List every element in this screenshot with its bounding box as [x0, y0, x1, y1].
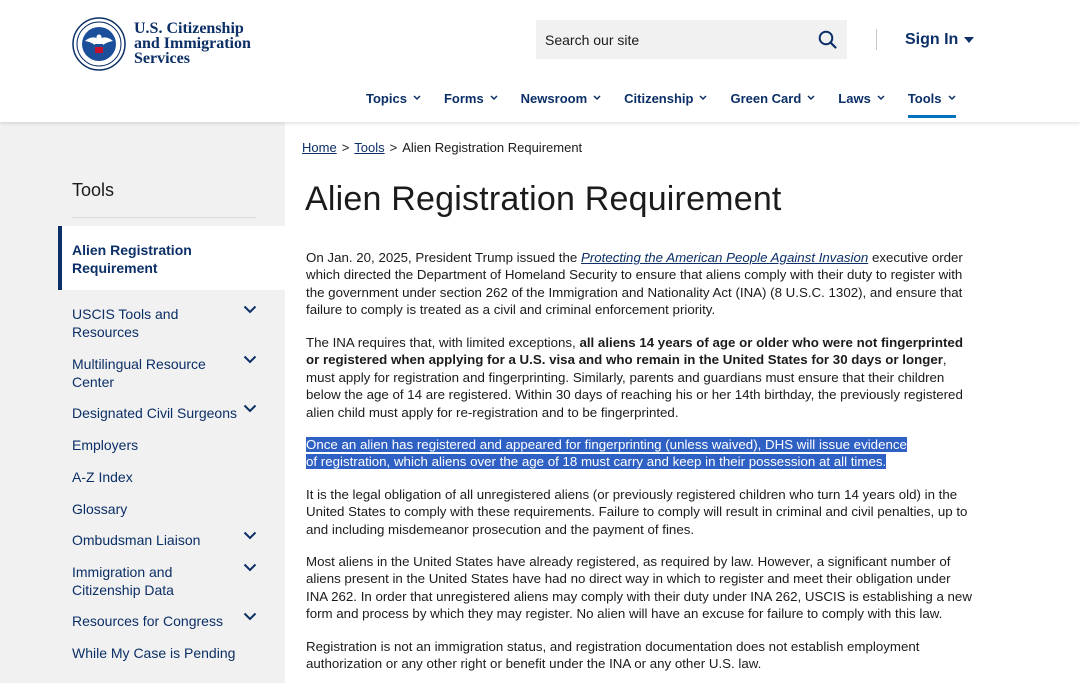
p2-text-before: The INA requires that, with limited exceptions,	[306, 335, 580, 350]
p1-text-before: On Jan. 20, 2025, President Trump issued the	[306, 250, 581, 265]
chevron-down-icon[interactable]	[243, 612, 257, 621]
search-button[interactable]	[807, 20, 847, 59]
paragraph-3	[306, 436, 918, 471]
page-title: Alien Registration Requirement	[305, 180, 782, 218]
main-nav	[366, 90, 956, 118]
chevron-down-icon[interactable]	[243, 563, 257, 572]
paragraph-5: Most aliens in the United States have already registered, as required by law. However, a significant number of aliens present in the United States have had no direct way in which to register and meet their obligation under INA 262. In order that unregistered aliens may comply with their duty under INA 262, USCIS is establishing a new form and process by which they may register. No alien will have an excuse for failure to comply with this law.	[306, 554, 972, 622]
sidebar-item-glossary[interactable]	[72, 500, 272, 518]
highlighted-text: Once an alien has registered and appeared for fingerprinting (unless waived), DHS will issue evidence of registration, which aliens over the age of 18 must carry and keep in their possession at all times.	[306, 437, 907, 470]
search-bar	[536, 20, 847, 59]
sidebar-item-label: Immigration and Citizenship Data	[72, 564, 174, 598]
dhs-seal-icon	[72, 17, 126, 71]
sidebar-item-congress[interactable]	[72, 612, 272, 630]
sidebar-item-label: While My Case is Pending	[72, 645, 236, 661]
nav-newsroom[interactable]	[521, 90, 601, 118]
breadcrumb-separator: >	[341, 140, 350, 155]
breadcrumb-home-link[interactable]: Home	[302, 140, 337, 155]
p2-text-after: , must apply for registration and fingerprinting. Similarly, parents and guardians must ensure that their children below the age of 14 are registered. Within 30 days of reaching his or her 14th birthday, the previously registered alien child must apply for re-registration and to be fingerprinted.	[306, 352, 963, 420]
sidebar-item-label: Employers	[72, 437, 139, 453]
uscis-logo[interactable]	[72, 17, 251, 71]
chevron-down-icon	[593, 95, 601, 101]
nav-green-card[interactable]	[730, 90, 815, 118]
nav-topics-label: Topics	[366, 91, 407, 106]
sign-in-label: Sign In	[905, 31, 959, 48]
sidebar-item-civil-surgeons[interactable]	[72, 404, 272, 422]
breadcrumb-separator: >	[389, 140, 398, 155]
sidebar-item-label: Glossary	[72, 501, 128, 517]
header-divider	[876, 29, 877, 50]
sidebar-item-ombudsman[interactable]	[72, 531, 272, 549]
logo-line-1: U.S. Citizenship	[134, 20, 244, 37]
chevron-down-icon[interactable]	[243, 355, 257, 364]
sign-in-button[interactable]	[905, 31, 974, 49]
executive-order-link[interactable]: Protecting the American People Against Invasion	[580, 250, 869, 265]
nav-green-card-label: Green Card	[730, 91, 802, 106]
chevron-down-icon	[807, 95, 815, 101]
nav-citizenship-label: Citizenship	[624, 91, 694, 106]
paragraph-6: Registration is not an immigration status, and registration documentation does not establish employment authorization or any other right or benefit under the INA or any other U.S. law.	[306, 639, 920, 672]
nav-newsroom-label: Newsroom	[520, 91, 588, 106]
search-input[interactable]	[545, 32, 807, 48]
sidebar-item-label: Multilingual Resource Center	[72, 356, 206, 390]
chevron-down-icon[interactable]	[243, 404, 257, 413]
sidebar-item-uscis-tools[interactable]	[72, 305, 272, 341]
breadcrumb-tools-link[interactable]: Tools	[354, 140, 385, 155]
nav-laws[interactable]	[838, 90, 885, 118]
nav-tools[interactable]	[908, 90, 956, 118]
sidebar-item-multilingual[interactable]	[72, 355, 272, 391]
chevron-down-icon[interactable]	[243, 305, 257, 314]
sidebar-item-employers[interactable]	[72, 436, 272, 454]
breadcrumb-current: Alien Registration Requirement	[402, 140, 583, 155]
breadcrumb	[302, 140, 582, 155]
chevron-down-icon	[877, 95, 885, 101]
sidebar-item-label: Resources for Congress	[72, 613, 223, 629]
sidebar-item-alien-registration[interactable]	[58, 226, 285, 290]
nav-forms[interactable]	[444, 90, 498, 118]
nav-laws-label: Laws	[838, 91, 871, 106]
nav-forms-label: Forms	[443, 91, 484, 106]
sidebar-active-label: Alien Registration Requirement	[72, 242, 192, 276]
paragraph-1	[306, 249, 974, 319]
logo-line-2: and Immigration	[134, 35, 251, 52]
paragraph-2	[306, 334, 974, 421]
sidebar-title: Tools	[72, 180, 115, 200]
chevron-down-icon[interactable]	[243, 531, 257, 540]
sidebar-divider	[72, 217, 256, 218]
p2-bold-text: all aliens 14 years of age or older who were not fingerprinted or registered when applying for a U.S. visa and who remain in the United States for 30 days or longer	[306, 335, 963, 368]
sidebar-item-label: Designated Civil Surgeons	[72, 405, 237, 421]
sidebar-item-label: Ombudsman Liaison	[72, 532, 201, 548]
nav-tools-label: Tools	[907, 91, 942, 106]
sidebar	[0, 122, 285, 683]
nav-topics[interactable]	[366, 90, 421, 118]
sidebar-item-case-pending[interactable]	[72, 644, 272, 662]
search-icon	[818, 30, 837, 49]
logo-line-3: Services	[134, 50, 190, 67]
sidebar-item-a-z-index[interactable]	[72, 468, 272, 486]
sidebar-item-immigration-data[interactable]	[72, 563, 272, 599]
site-header	[0, 0, 1080, 122]
sidebar-item-label: A-Z Index	[72, 469, 133, 485]
sidebar-item-label: USCIS Tools and Resources	[72, 306, 179, 340]
chevron-down-icon	[699, 95, 707, 101]
logo-text	[134, 21, 251, 66]
chevron-down-icon	[413, 95, 421, 101]
nav-citizenship[interactable]	[624, 90, 707, 118]
chevron-down-icon	[490, 95, 498, 101]
paragraph-4: It is the legal obligation of all unregistered aliens (or previously registered children who turn 14 years old) in the United States to comply with these requirements. Failure to comply will result in criminal and civil penalties, up to and including misdemeanor prosecution and the payment of fines.	[306, 487, 968, 537]
caret-down-icon	[964, 37, 974, 43]
p1-text-after: executive order which directed the Department of Homeland Security to ensure that aliens comply with their duty to register with the government under section 262 of the Immigration and Nationality Act (INA) (8 U.S.C. 1302), and ensure that failure to comply is treated as a civil and criminal enforcement priority.	[306, 250, 963, 318]
chevron-down-icon	[948, 95, 956, 101]
